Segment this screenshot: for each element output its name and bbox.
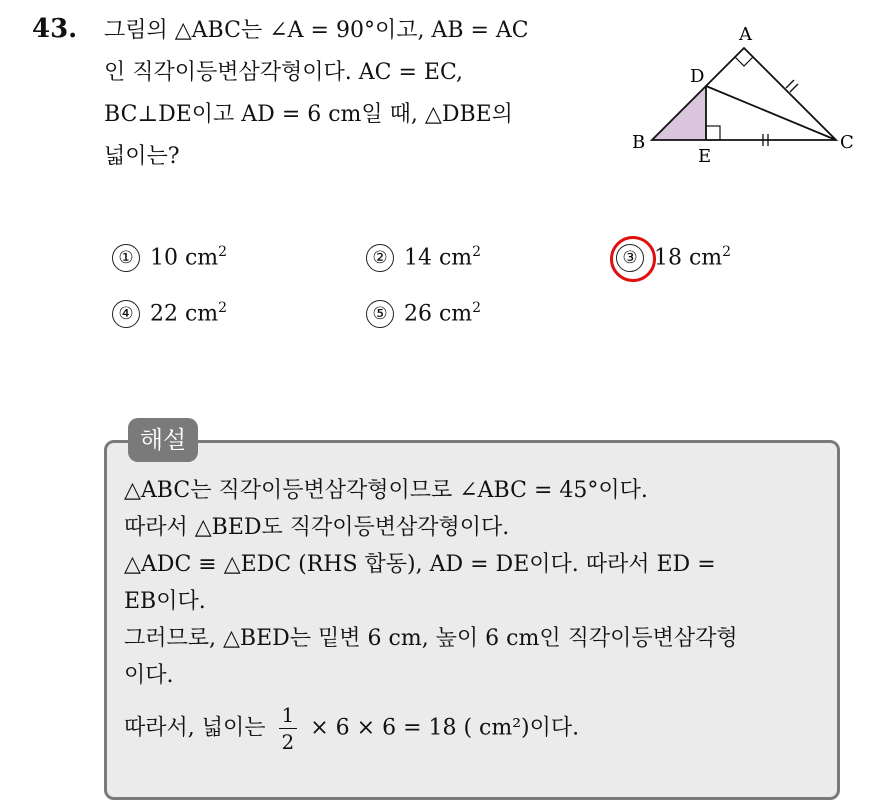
choice-4[interactable] xyxy=(112,300,227,328)
solution-text xyxy=(124,472,824,755)
label-d: D xyxy=(690,66,705,87)
choice-value: 18 cm xyxy=(654,245,723,271)
solution-area-suffix: × 6 × 6 = 18 ( cm²)이다. xyxy=(310,715,580,741)
solution-line-2: 따라서 △BED도 직각이등변삼각형이다. xyxy=(124,515,510,540)
choice-2[interactable] xyxy=(366,244,481,272)
choice-number: ④ xyxy=(112,300,140,328)
choice-value: 22 cm xyxy=(150,301,219,327)
solution-line-4: EB이다. xyxy=(124,589,206,614)
solution-tab: 해설 xyxy=(128,418,198,462)
label-c: C xyxy=(840,132,854,153)
choice-exponent: 2 xyxy=(218,244,228,260)
choice-number: ⑤ xyxy=(366,300,394,328)
choice-value: 14 cm xyxy=(404,245,473,271)
solution-area-prefix: 따라서, 넓이는 xyxy=(124,715,266,741)
fraction-numerator: 1 xyxy=(279,702,298,729)
solution-line-3: △ADC ≡ △EDC (RHS 합동), AD = DE이다. 따라서 ED = xyxy=(124,552,716,577)
right-angle-mark-a xyxy=(735,57,753,66)
choice-5[interactable] xyxy=(366,300,481,328)
choice-value: 10 cm xyxy=(150,245,219,271)
question-text xyxy=(104,10,594,178)
right-angle-mark-e xyxy=(706,126,720,140)
solution-line-5: 그러므로, △BED는 밑변 6 cm, 높이 6 cm인 직각이등변삼각형 xyxy=(124,626,738,651)
choice-exponent: 2 xyxy=(722,244,732,260)
question-line-3: BC⊥DE이고 AD = 6 cm일 때, △DBE의 xyxy=(104,102,513,127)
choice-value: 26 cm xyxy=(404,301,473,327)
solution-line-1: △ABC는 직각이등변삼각형이므로 ∠ABC = 45°이다. xyxy=(124,478,648,503)
question-line-4: 넓이는? xyxy=(104,144,180,169)
fraction-denominator: 2 xyxy=(281,730,295,754)
choice-number: ③ xyxy=(616,244,644,272)
label-e: E xyxy=(698,146,712,167)
choice-exponent: 2 xyxy=(472,244,482,260)
segment-dc xyxy=(706,86,836,140)
choice-exponent: 2 xyxy=(218,300,228,316)
question-line-2: 인 직각이등변삼각형이다. AC = EC, xyxy=(104,60,463,85)
label-a: A xyxy=(739,24,752,45)
choice-number: ② xyxy=(366,244,394,272)
choice-1[interactable] xyxy=(112,244,227,272)
label-b: B xyxy=(632,132,646,153)
tick-mark-ac-1 xyxy=(786,80,794,88)
triangle-figure xyxy=(624,18,864,168)
tick-mark-ac-2 xyxy=(790,84,798,92)
question-number: 43. xyxy=(32,14,78,44)
solution-line-7 xyxy=(124,702,824,755)
choice-exponent: 2 xyxy=(472,300,482,316)
solution-line-6: 이다. xyxy=(124,663,174,688)
choice-number: ① xyxy=(112,244,140,272)
fraction-one-half xyxy=(279,702,298,755)
question-line-1: 그림의 △ABC는 ∠A = 90°이고, AB = AC xyxy=(104,18,529,43)
choice-3[interactable] xyxy=(616,244,731,272)
